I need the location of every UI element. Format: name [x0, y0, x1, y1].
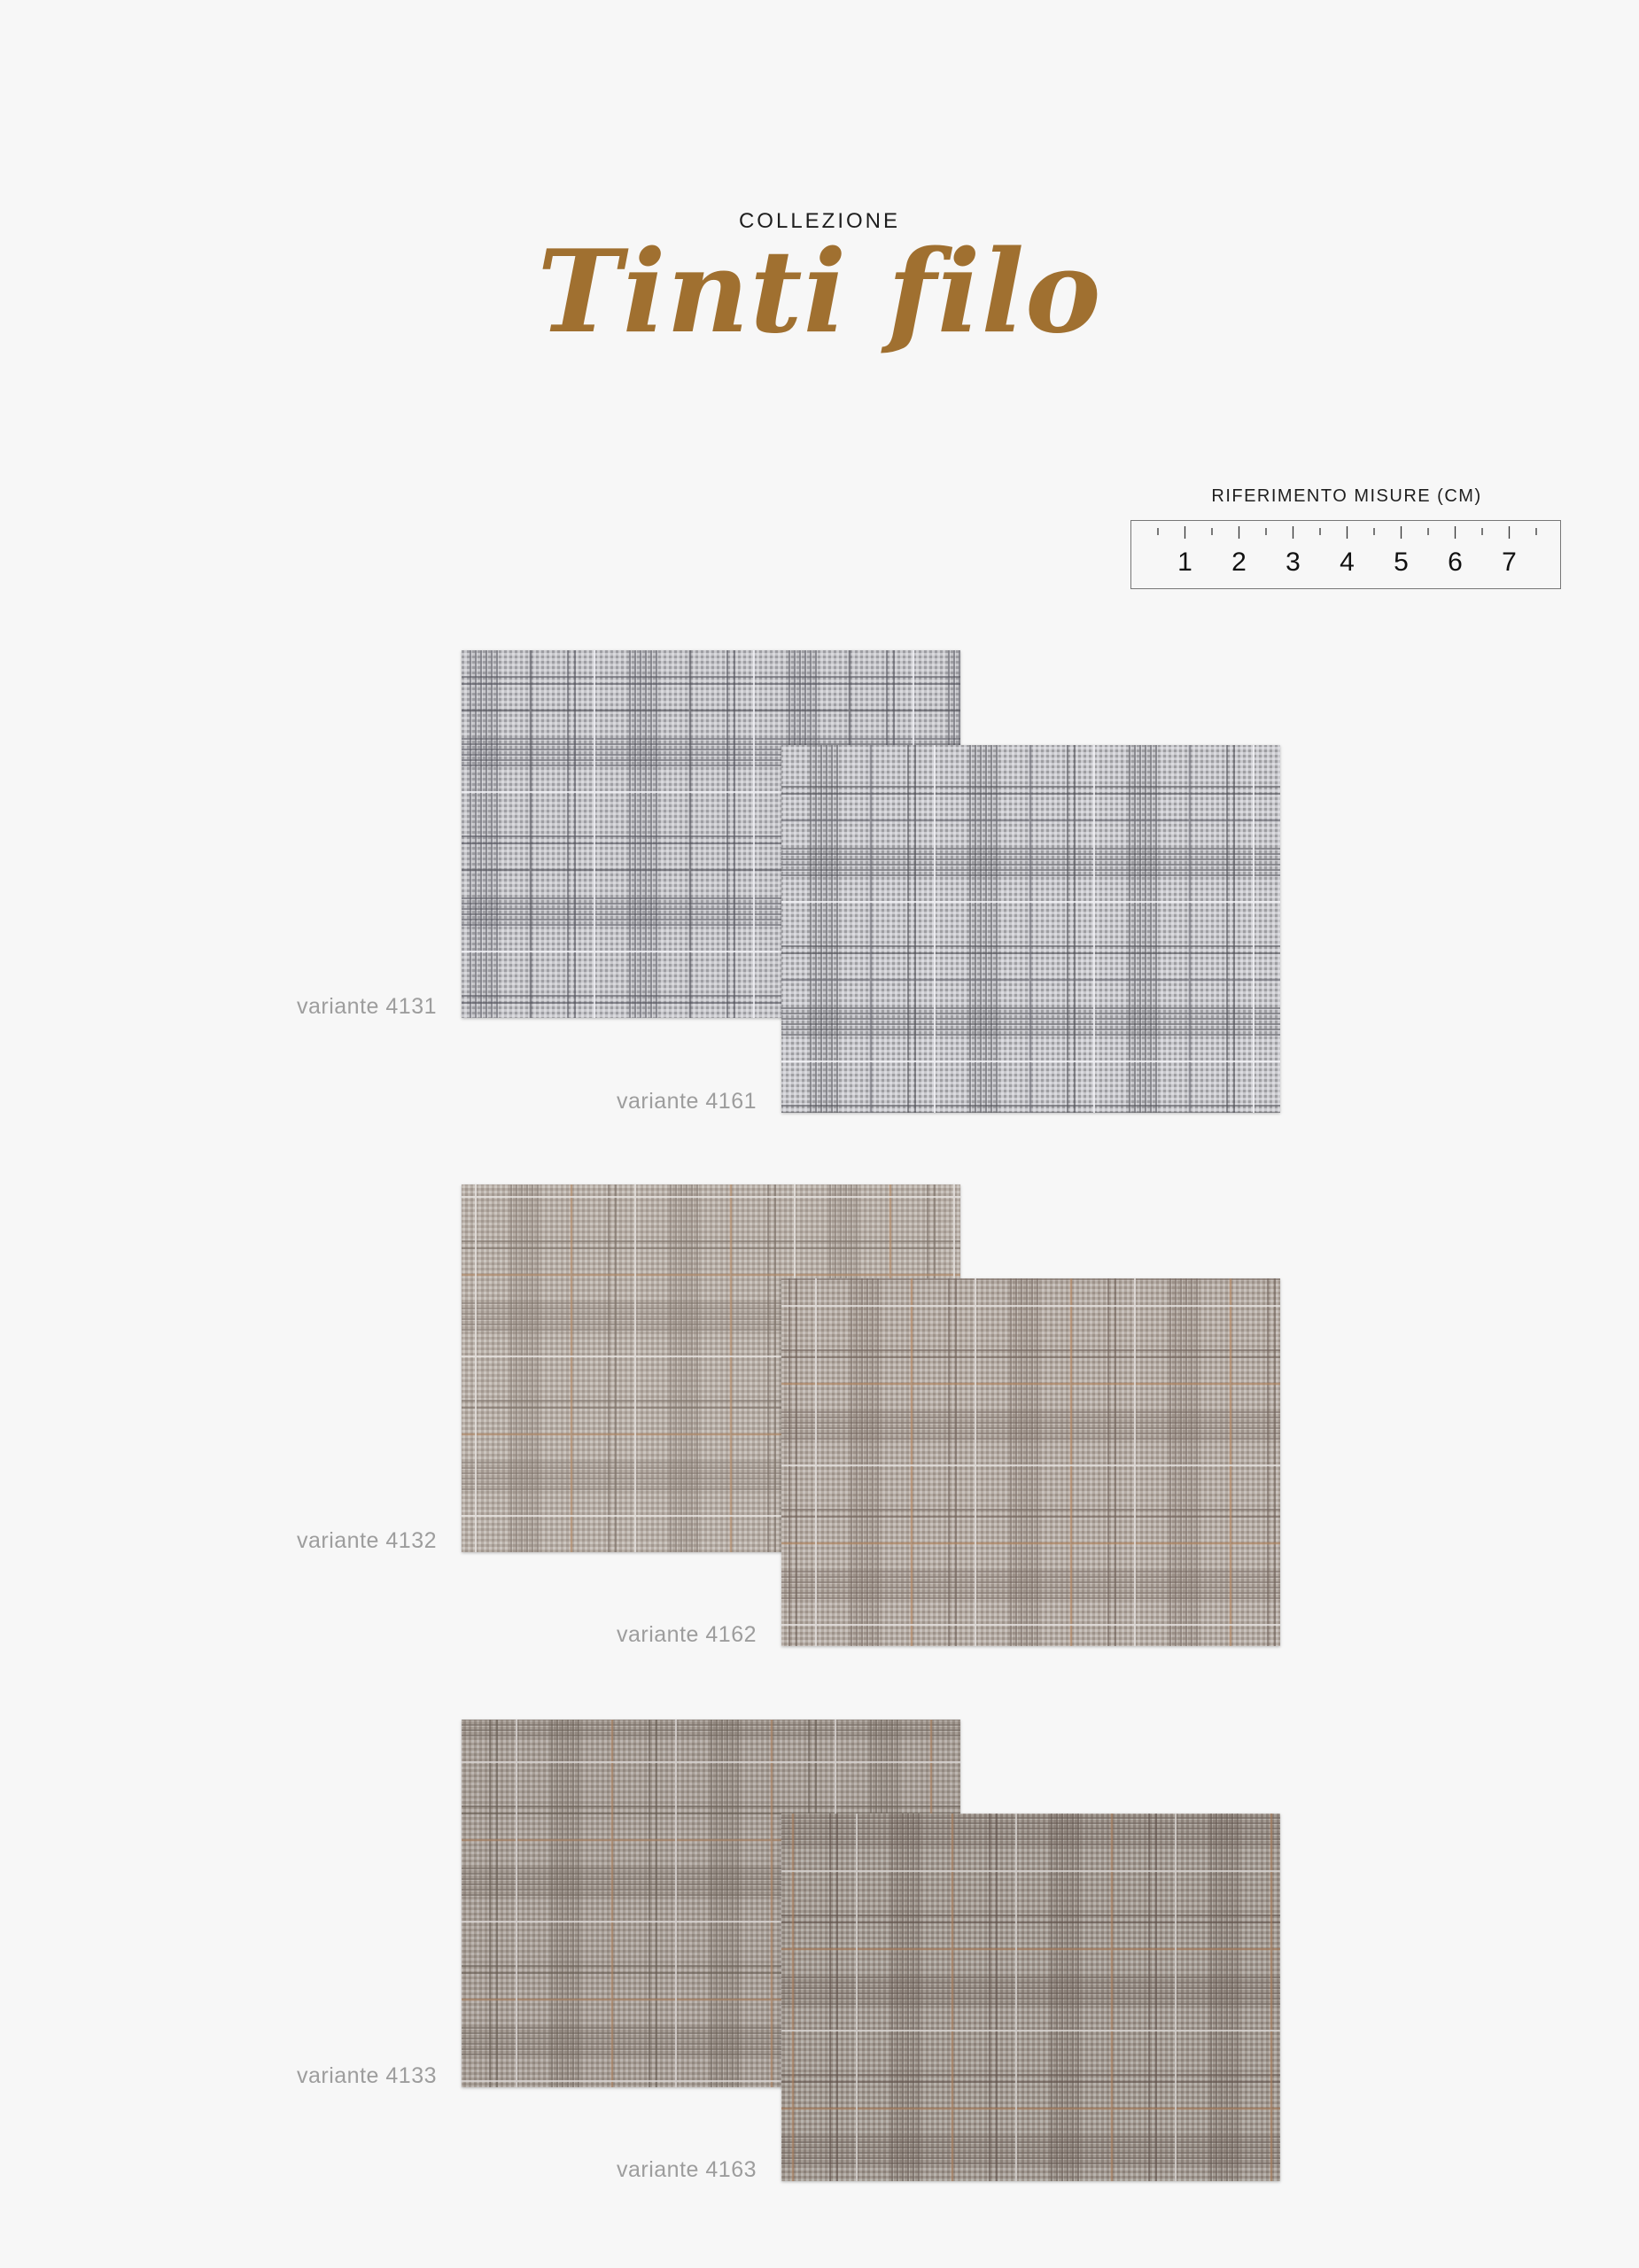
variant-label: variante 4132	[297, 1528, 438, 1553]
fabric-swatch	[781, 745, 1280, 1113]
collection-title: Tinti filo	[537, 226, 1102, 359]
ruler-number: 7	[1502, 548, 1517, 577]
ruler-number: 6	[1448, 548, 1463, 577]
glen-plaid-pattern	[781, 1814, 1280, 2181]
glen-plaid-pattern	[781, 745, 1280, 1113]
fabric-swatch	[781, 1278, 1280, 1646]
variant-label: variante 4131	[297, 994, 438, 1019]
ruler-number: 1	[1177, 548, 1192, 577]
measurement-ruler	[1130, 520, 1561, 589]
ruler-number: 2	[1231, 548, 1247, 577]
variant-label: variante 4162	[617, 1622, 757, 1647]
ruler-number: 3	[1286, 548, 1301, 577]
fabric-swatch	[781, 1814, 1280, 2181]
glen-plaid-pattern	[781, 1278, 1280, 1646]
collection-eyebrow: COLLEZIONE	[738, 209, 901, 233]
ruler-number: 5	[1394, 548, 1409, 577]
ruler-caption: RIFERIMENTO MISURE (CM)	[1211, 486, 1482, 506]
variant-label: variante 4163	[617, 2157, 757, 2182]
variant-label: variante 4161	[617, 1089, 757, 1114]
variant-label: variante 4133	[297, 2063, 438, 2088]
ruler-number: 4	[1340, 548, 1355, 577]
